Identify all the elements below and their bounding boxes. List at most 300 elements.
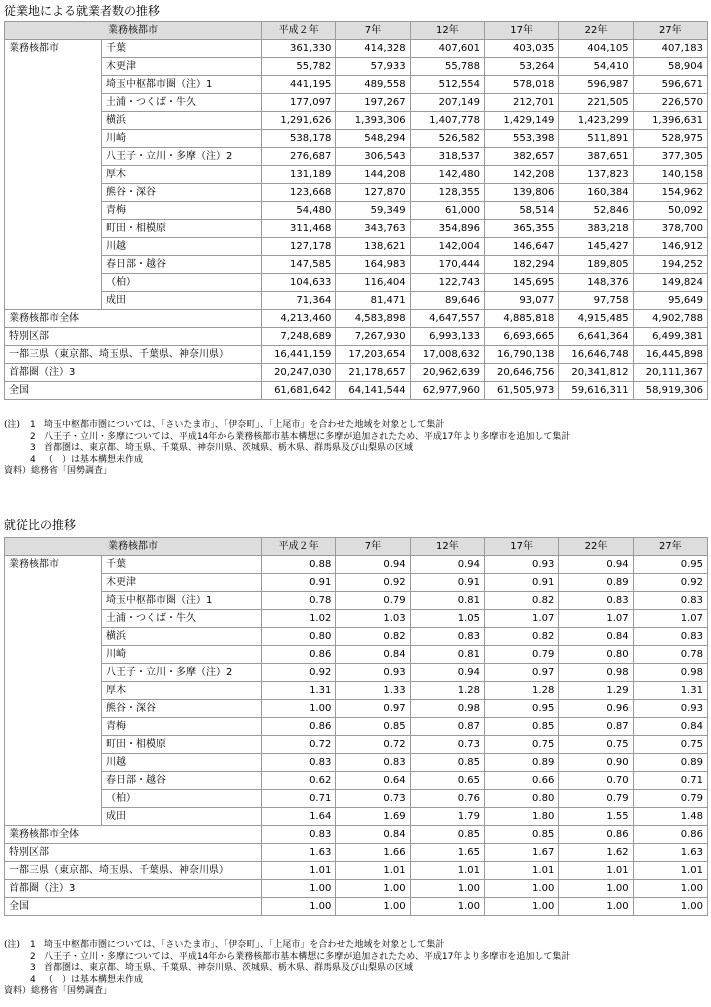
value-cell: 365,355 bbox=[484, 220, 558, 238]
summary-row bbox=[5, 328, 708, 346]
value-cell: 1.05 bbox=[410, 610, 484, 628]
value-cell: 382,657 bbox=[484, 148, 558, 166]
value-cell: 0.89 bbox=[633, 754, 707, 772]
value-cell: 0.97 bbox=[336, 700, 410, 718]
value-cell: 62,977,960 bbox=[410, 382, 484, 400]
header-cell-year: 17年 bbox=[484, 538, 558, 556]
value-cell: 71,364 bbox=[262, 292, 336, 310]
header-cell-year: 平成２年 bbox=[262, 22, 336, 40]
value-cell: 0.92 bbox=[633, 574, 707, 592]
header-cell-year: 17年 bbox=[484, 22, 558, 40]
value-cell: 0.86 bbox=[262, 646, 336, 664]
value-cell: 0.98 bbox=[559, 664, 633, 682]
value-cell: 404,105 bbox=[559, 40, 633, 58]
value-cell: 407,601 bbox=[410, 40, 484, 58]
value-cell: 1.63 bbox=[262, 844, 336, 862]
value-cell: 1.62 bbox=[559, 844, 633, 862]
note-prefix bbox=[4, 455, 30, 467]
summary-label: 首都圏（注）3 bbox=[5, 880, 262, 898]
value-cell: 0.81 bbox=[410, 592, 484, 610]
value-cell: 0.83 bbox=[559, 592, 633, 610]
value-cell: 1.80 bbox=[484, 808, 558, 826]
value-cell: 64,141,544 bbox=[336, 382, 410, 400]
value-cell: 1.00 bbox=[262, 898, 336, 916]
city-name: 川崎 bbox=[102, 646, 262, 664]
city-name: 千葉 bbox=[102, 556, 262, 574]
city-name: 厚木 bbox=[102, 166, 262, 184]
value-cell: 131,189 bbox=[262, 166, 336, 184]
value-cell: 1,423,299 bbox=[559, 112, 633, 130]
value-cell: 20,962,639 bbox=[410, 364, 484, 382]
value-cell: 578,018 bbox=[484, 76, 558, 94]
value-cell: 276,687 bbox=[262, 148, 336, 166]
table-row bbox=[5, 76, 708, 94]
value-cell: 20,247,030 bbox=[262, 364, 336, 382]
value-cell: 97,758 bbox=[559, 292, 633, 310]
value-cell: 52,846 bbox=[559, 202, 633, 220]
table-row bbox=[5, 130, 708, 148]
value-cell: 54,410 bbox=[559, 58, 633, 76]
value-cell: 197,267 bbox=[336, 94, 410, 112]
value-cell: 139,806 bbox=[484, 184, 558, 202]
note-line bbox=[4, 963, 707, 975]
value-cell: 128,355 bbox=[410, 184, 484, 202]
table-row bbox=[5, 772, 708, 790]
value-cell: 58,904 bbox=[633, 58, 707, 76]
value-cell: 16,646,748 bbox=[559, 346, 633, 364]
summary-label: 全国 bbox=[5, 382, 262, 400]
value-cell: 116,404 bbox=[336, 274, 410, 292]
summary-label: 業務核都市全体 bbox=[5, 826, 262, 844]
value-cell: 164,983 bbox=[336, 256, 410, 274]
header-cell-year: 22年 bbox=[559, 22, 633, 40]
value-cell: 1.00 bbox=[410, 880, 484, 898]
city-name: 土浦・つくば・牛久 bbox=[102, 94, 262, 112]
value-cell: 0.86 bbox=[633, 826, 707, 844]
header-cell-year: 12年 bbox=[410, 538, 484, 556]
value-cell: 378,700 bbox=[633, 220, 707, 238]
value-cell: 16,445,898 bbox=[633, 346, 707, 364]
table-row bbox=[5, 94, 708, 112]
note-line bbox=[4, 952, 707, 964]
city-name: 熊谷・深谷 bbox=[102, 700, 262, 718]
value-cell: 306,543 bbox=[336, 148, 410, 166]
value-cell: 387,651 bbox=[559, 148, 633, 166]
value-cell: 0.87 bbox=[559, 718, 633, 736]
source-line: 資料）総務省「国勢調査」 bbox=[4, 466, 113, 476]
value-cell: 20,341,812 bbox=[559, 364, 633, 382]
city-name: 川崎 bbox=[102, 130, 262, 148]
note-prefix bbox=[4, 975, 30, 987]
note-prefix bbox=[4, 963, 30, 975]
value-cell: 1.00 bbox=[559, 880, 633, 898]
value-cell: 0.85 bbox=[410, 826, 484, 844]
value-cell: 137,823 bbox=[559, 166, 633, 184]
value-cell: 123,668 bbox=[262, 184, 336, 202]
value-cell: 0.82 bbox=[484, 628, 558, 646]
workers-table bbox=[4, 21, 708, 400]
city-name: 町田・相模原 bbox=[102, 220, 262, 238]
value-cell: 55,788 bbox=[410, 58, 484, 76]
value-cell: 1.79 bbox=[410, 808, 484, 826]
table-row bbox=[5, 700, 708, 718]
value-cell: 140,158 bbox=[633, 166, 707, 184]
table1-notes bbox=[4, 420, 707, 478]
value-cell: 0.95 bbox=[484, 700, 558, 718]
value-cell: 1.07 bbox=[633, 610, 707, 628]
note-number: 4 bbox=[30, 974, 36, 985]
header-cell-year: 7年 bbox=[336, 22, 410, 40]
city-name: 厚木 bbox=[102, 682, 262, 700]
table-row bbox=[5, 40, 708, 58]
value-cell: 1.01 bbox=[262, 862, 336, 880]
table-row bbox=[5, 220, 708, 238]
city-name: 横浜 bbox=[102, 112, 262, 130]
note-text: 首都圏は、東京都、埼玉県、千葉県、神奈川県、茨城県、栃木県、群馬県及び山梨県の区域 bbox=[44, 443, 414, 453]
value-cell: 138,621 bbox=[336, 238, 410, 256]
value-cell: 61,000 bbox=[410, 202, 484, 220]
table-row bbox=[5, 112, 708, 130]
value-cell: 81,471 bbox=[336, 292, 410, 310]
value-cell: 0.84 bbox=[559, 628, 633, 646]
note-text: （ ）は基本構想未作成 bbox=[44, 454, 144, 465]
note-line bbox=[4, 940, 707, 952]
value-cell: 0.89 bbox=[559, 574, 633, 592]
value-cell: 377,305 bbox=[633, 148, 707, 166]
value-cell: 0.93 bbox=[336, 664, 410, 682]
value-cell: 311,468 bbox=[262, 220, 336, 238]
summary-row bbox=[5, 898, 708, 916]
value-cell: 1.00 bbox=[336, 880, 410, 898]
value-cell: 1.33 bbox=[336, 682, 410, 700]
header-cell-city: 業務核都市 bbox=[5, 22, 262, 40]
value-cell: 1.31 bbox=[262, 682, 336, 700]
city-name: 八王子・立川・多摩（注）2 bbox=[102, 664, 262, 682]
summary-label: 特別区部 bbox=[5, 328, 262, 346]
value-cell: 0.70 bbox=[559, 772, 633, 790]
city-name: （柏） bbox=[102, 790, 262, 808]
value-cell: 1.01 bbox=[336, 862, 410, 880]
value-cell: 596,987 bbox=[559, 76, 633, 94]
value-cell: 1.64 bbox=[262, 808, 336, 826]
note-number: 2 bbox=[30, 431, 36, 442]
value-cell: 1.63 bbox=[633, 844, 707, 862]
value-cell: 0.84 bbox=[633, 718, 707, 736]
city-name: 春日部・越谷 bbox=[102, 772, 262, 790]
value-cell: 1,407,778 bbox=[410, 112, 484, 130]
value-cell: 1.02 bbox=[262, 610, 336, 628]
value-cell: 145,695 bbox=[484, 274, 558, 292]
value-cell: 0.94 bbox=[336, 556, 410, 574]
value-cell: 0.93 bbox=[633, 700, 707, 718]
value-cell: 526,582 bbox=[410, 130, 484, 148]
value-cell: 145,427 bbox=[559, 238, 633, 256]
value-cell: 511,891 bbox=[559, 130, 633, 148]
value-cell: 0.72 bbox=[262, 736, 336, 754]
value-cell: 0.93 bbox=[484, 556, 558, 574]
value-cell: 4,583,898 bbox=[336, 310, 410, 328]
table-row bbox=[5, 754, 708, 772]
city-name: 木更津 bbox=[102, 58, 262, 76]
value-cell: 1.00 bbox=[336, 898, 410, 916]
value-cell: 154,962 bbox=[633, 184, 707, 202]
value-cell: 189,805 bbox=[559, 256, 633, 274]
city-name: 成田 bbox=[102, 292, 262, 310]
note-prefix bbox=[4, 432, 30, 444]
table-row bbox=[5, 238, 708, 256]
value-cell: 1,396,631 bbox=[633, 112, 707, 130]
note-number: 2 bbox=[30, 951, 36, 962]
value-cell: 0.84 bbox=[336, 646, 410, 664]
value-cell: 0.96 bbox=[559, 700, 633, 718]
value-cell: 20,111,367 bbox=[633, 364, 707, 382]
city-name: 町田・相模原 bbox=[102, 736, 262, 754]
value-cell: 0.85 bbox=[484, 826, 558, 844]
value-cell: 0.92 bbox=[336, 574, 410, 592]
summary-row bbox=[5, 310, 708, 328]
summary-row bbox=[5, 826, 708, 844]
value-cell: 0.83 bbox=[336, 754, 410, 772]
value-cell: 0.86 bbox=[559, 826, 633, 844]
note-prefix: (注) bbox=[4, 420, 21, 430]
value-cell: 53,264 bbox=[484, 58, 558, 76]
value-cell: 0.85 bbox=[484, 718, 558, 736]
value-cell: 383,218 bbox=[559, 220, 633, 238]
value-cell: 1.00 bbox=[484, 880, 558, 898]
value-cell: 61,505,973 bbox=[484, 382, 558, 400]
value-cell: 142,208 bbox=[484, 166, 558, 184]
value-cell: 0.82 bbox=[336, 628, 410, 646]
value-cell: 0.79 bbox=[633, 790, 707, 808]
table-row bbox=[5, 184, 708, 202]
value-cell: 142,004 bbox=[410, 238, 484, 256]
value-cell: 403,035 bbox=[484, 40, 558, 58]
value-cell: 0.90 bbox=[559, 754, 633, 772]
summary-row bbox=[5, 844, 708, 862]
value-cell: 0.91 bbox=[262, 574, 336, 592]
value-cell: 16,790,138 bbox=[484, 346, 558, 364]
value-cell: 21,178,657 bbox=[336, 364, 410, 382]
value-cell: 4,915,485 bbox=[559, 310, 633, 328]
value-cell: 0.80 bbox=[262, 628, 336, 646]
value-cell: 1.29 bbox=[559, 682, 633, 700]
table2-notes bbox=[4, 940, 707, 998]
table-row bbox=[5, 808, 708, 826]
city-name: 土浦・つくば・牛久 bbox=[102, 610, 262, 628]
value-cell: 104,633 bbox=[262, 274, 336, 292]
value-cell: 0.83 bbox=[410, 628, 484, 646]
city-name: 春日部・越谷 bbox=[102, 256, 262, 274]
value-cell: 1.67 bbox=[484, 844, 558, 862]
table-row bbox=[5, 628, 708, 646]
value-cell: 512,554 bbox=[410, 76, 484, 94]
city-name: 熊谷・深谷 bbox=[102, 184, 262, 202]
value-cell: 0.85 bbox=[336, 718, 410, 736]
value-cell: 0.98 bbox=[633, 664, 707, 682]
value-cell: 0.95 bbox=[633, 556, 707, 574]
value-cell: 221,505 bbox=[559, 94, 633, 112]
value-cell: 1.28 bbox=[410, 682, 484, 700]
value-cell: 1.03 bbox=[336, 610, 410, 628]
value-cell: 89,646 bbox=[410, 292, 484, 310]
city-name: 八王子・立川・多摩（注）2 bbox=[102, 148, 262, 166]
source-line: 資料）総務省「国勢調査」 bbox=[4, 986, 113, 996]
note-line bbox=[4, 432, 707, 444]
value-cell: 361,330 bbox=[262, 40, 336, 58]
value-cell: 54,480 bbox=[262, 202, 336, 220]
value-cell: 0.91 bbox=[484, 574, 558, 592]
table-row bbox=[5, 592, 708, 610]
note-line bbox=[4, 455, 707, 467]
value-cell: 441,195 bbox=[262, 76, 336, 94]
value-cell: 538,178 bbox=[262, 130, 336, 148]
value-cell: 0.85 bbox=[410, 754, 484, 772]
table-row bbox=[5, 556, 708, 574]
value-cell: 149,824 bbox=[633, 274, 707, 292]
table-row bbox=[5, 664, 708, 682]
value-cell: 160,384 bbox=[559, 184, 633, 202]
summary-row bbox=[5, 862, 708, 880]
city-name: 川越 bbox=[102, 754, 262, 772]
table-row bbox=[5, 148, 708, 166]
value-cell: 177,097 bbox=[262, 94, 336, 112]
header-row bbox=[5, 538, 708, 556]
value-cell: 1.31 bbox=[633, 682, 707, 700]
value-cell: 7,248,689 bbox=[262, 328, 336, 346]
value-cell: 1,291,626 bbox=[262, 112, 336, 130]
value-cell: 1.00 bbox=[633, 880, 707, 898]
city-name: 青梅 bbox=[102, 202, 262, 220]
value-cell: 122,743 bbox=[410, 274, 484, 292]
header-cell-year: 7年 bbox=[336, 538, 410, 556]
value-cell: 0.73 bbox=[410, 736, 484, 754]
value-cell: 194,252 bbox=[633, 256, 707, 274]
note-number: 3 bbox=[30, 443, 36, 453]
value-cell: 6,693,665 bbox=[484, 328, 558, 346]
value-cell: 4,647,557 bbox=[410, 310, 484, 328]
table-row bbox=[5, 274, 708, 292]
value-cell: 0.79 bbox=[484, 646, 558, 664]
city-name: 横浜 bbox=[102, 628, 262, 646]
note-prefix bbox=[4, 952, 30, 964]
note-text: 八王子・立川・多摩については、平成14年から業務核都市基本構想に多摩が追加されたため、平成17年より多摩市を追加して集計 bbox=[44, 951, 571, 962]
city-name: 千葉 bbox=[102, 40, 262, 58]
value-cell: 1.01 bbox=[410, 862, 484, 880]
value-cell: 57,933 bbox=[336, 58, 410, 76]
value-cell: 0.87 bbox=[410, 718, 484, 736]
value-cell: 6,993,133 bbox=[410, 328, 484, 346]
value-cell: 489,558 bbox=[336, 76, 410, 94]
value-cell: 0.76 bbox=[410, 790, 484, 808]
value-cell: 17,008,632 bbox=[410, 346, 484, 364]
note-line bbox=[4, 975, 707, 987]
value-cell: 4,885,818 bbox=[484, 310, 558, 328]
note-text: 埼玉中枢都市圏については、「さいたま市」、「伊奈町」、「上尾市」を合わせた地域を対象として集計 bbox=[44, 420, 445, 430]
value-cell: 1.00 bbox=[633, 898, 707, 916]
value-cell: 7,267,930 bbox=[336, 328, 410, 346]
value-cell: 0.62 bbox=[262, 772, 336, 790]
value-cell: 146,912 bbox=[633, 238, 707, 256]
header-cell-year: 27年 bbox=[633, 22, 707, 40]
city-name: 木更津 bbox=[102, 574, 262, 592]
summary-label: 首都圏（注）3 bbox=[5, 364, 262, 382]
value-cell: 146,647 bbox=[484, 238, 558, 256]
value-cell: 142,480 bbox=[410, 166, 484, 184]
value-cell: 318,537 bbox=[410, 148, 484, 166]
value-cell: 1.00 bbox=[484, 898, 558, 916]
ratio-table bbox=[4, 537, 708, 916]
table-row bbox=[5, 58, 708, 76]
summary-label: 一都三県（東京都、埼玉県、千葉県、神奈川県） bbox=[5, 346, 262, 364]
table-row bbox=[5, 610, 708, 628]
value-cell: 0.91 bbox=[410, 574, 484, 592]
value-cell: 1.69 bbox=[336, 808, 410, 826]
summary-label: 業務核都市全体 bbox=[5, 310, 262, 328]
value-cell: 1.07 bbox=[484, 610, 558, 628]
note-number: 3 bbox=[30, 963, 36, 973]
value-cell: 1.01 bbox=[559, 862, 633, 880]
value-cell: 0.75 bbox=[633, 736, 707, 754]
summary-row bbox=[5, 346, 708, 364]
table-row bbox=[5, 646, 708, 664]
value-cell: 58,919,306 bbox=[633, 382, 707, 400]
group-label: 業務核都市 bbox=[5, 40, 102, 310]
value-cell: 0.72 bbox=[336, 736, 410, 754]
value-cell: 147,585 bbox=[262, 256, 336, 274]
note-text: 埼玉中枢都市圏については、「さいたま市」、「伊奈町」、「上尾市」を合わせた地域を対象として集計 bbox=[44, 940, 445, 950]
header-cell-year: 12年 bbox=[410, 22, 484, 40]
note-prefix bbox=[4, 443, 30, 455]
value-cell: 0.79 bbox=[559, 790, 633, 808]
summary-row bbox=[5, 364, 708, 382]
value-cell: 1.66 bbox=[336, 844, 410, 862]
value-cell: 93,077 bbox=[484, 292, 558, 310]
city-name: （柏） bbox=[102, 274, 262, 292]
value-cell: 1.00 bbox=[559, 898, 633, 916]
value-cell: 226,570 bbox=[633, 94, 707, 112]
value-cell: 170,444 bbox=[410, 256, 484, 274]
value-cell: 1.01 bbox=[633, 862, 707, 880]
value-cell: 212,701 bbox=[484, 94, 558, 112]
value-cell: 0.83 bbox=[633, 628, 707, 646]
value-cell: 6,499,381 bbox=[633, 328, 707, 346]
value-cell: 0.73 bbox=[336, 790, 410, 808]
value-cell: 95,649 bbox=[633, 292, 707, 310]
value-cell: 0.75 bbox=[484, 736, 558, 754]
city-name: 埼玉中枢都市圏（注）1 bbox=[102, 76, 262, 94]
group-label: 業務核都市 bbox=[5, 556, 102, 826]
summary-row bbox=[5, 382, 708, 400]
value-cell: 1.01 bbox=[484, 862, 558, 880]
table-row bbox=[5, 292, 708, 310]
city-name: 埼玉中枢都市圏（注）1 bbox=[102, 592, 262, 610]
value-cell: 50,092 bbox=[633, 202, 707, 220]
note-prefix: (注) bbox=[4, 940, 21, 950]
value-cell: 0.65 bbox=[410, 772, 484, 790]
table-row bbox=[5, 202, 708, 220]
value-cell: 0.78 bbox=[633, 646, 707, 664]
header-cell-year: 平成２年 bbox=[262, 538, 336, 556]
note-number: 1 bbox=[30, 420, 36, 430]
value-cell: 0.80 bbox=[484, 790, 558, 808]
value-cell: 61,681,642 bbox=[262, 382, 336, 400]
note-number: 1 bbox=[30, 940, 36, 950]
value-cell: 144,208 bbox=[336, 166, 410, 184]
table1-title: 従業地による就業者数の推移 bbox=[4, 4, 161, 18]
value-cell: 1.48 bbox=[633, 808, 707, 826]
header-cell-city: 業務核都市 bbox=[5, 538, 262, 556]
value-cell: 0.84 bbox=[336, 826, 410, 844]
